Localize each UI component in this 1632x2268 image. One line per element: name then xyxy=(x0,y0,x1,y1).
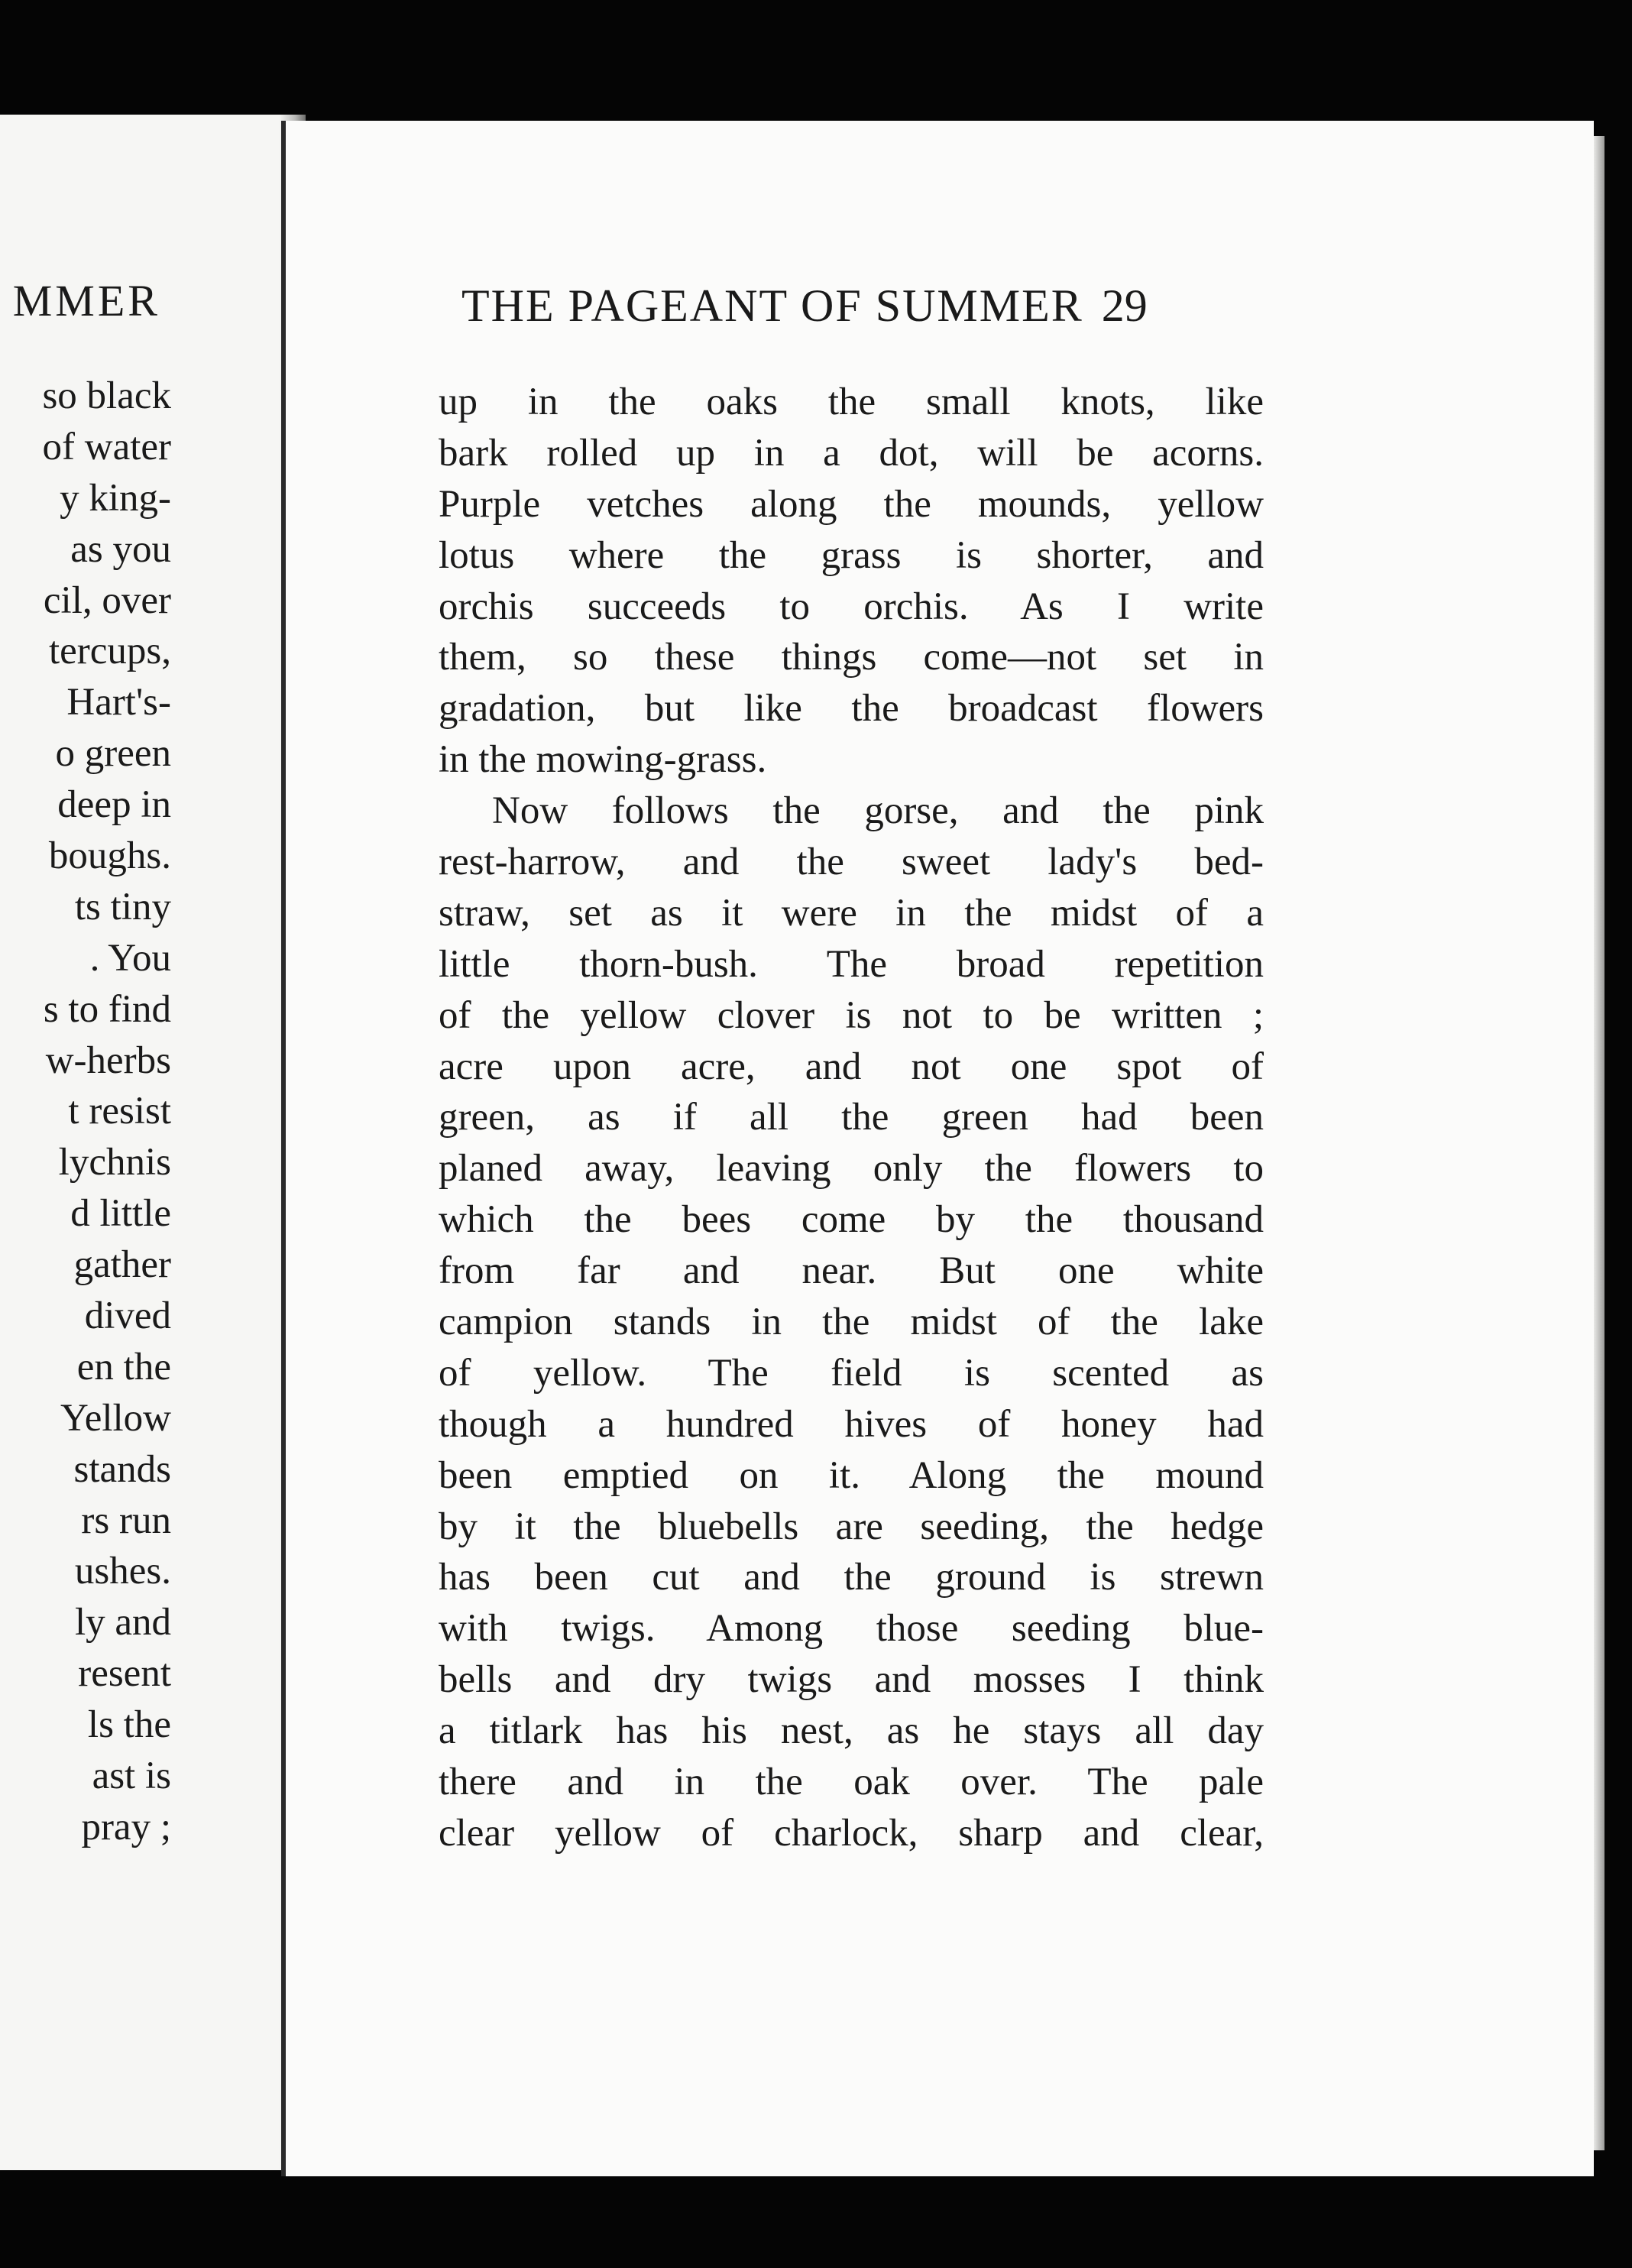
text-line: lychnis xyxy=(58,1141,171,1184)
text-line: from far and near. But one white xyxy=(439,1249,1264,1293)
text-line: with twigs. Among those seeding blue- xyxy=(439,1607,1264,1651)
text-line: Purple vetches along the mounds, yellow xyxy=(439,482,1264,526)
text-line: lotus where the grass is shorter, and xyxy=(439,533,1264,577)
text-line: dived xyxy=(84,1294,171,1338)
text-line: stands xyxy=(73,1447,171,1491)
text-line: bark rolled up in a dot, will be acorns. xyxy=(439,431,1264,475)
text-line: rest-harrow, and the sweet lady's bed- xyxy=(439,841,1264,884)
text-line: green, as if all the green had been xyxy=(439,1096,1264,1139)
text-line: in the mowing-grass. xyxy=(439,738,767,782)
text-line: planed away, leaving only the flowers to xyxy=(439,1147,1264,1191)
text-line: there and in the oak over. The pale xyxy=(439,1761,1264,1804)
text-line: ls the xyxy=(87,1703,171,1747)
text-line: ast is xyxy=(92,1754,171,1798)
text-line: Yellow xyxy=(60,1396,171,1440)
text-line: tercups, xyxy=(48,630,171,673)
text-line: though a hundred hives of honey had xyxy=(439,1402,1264,1446)
text-line: ly and xyxy=(74,1601,171,1644)
text-line: . You xyxy=(89,936,171,980)
left-running-head: MMER xyxy=(12,276,160,326)
text-line: en the xyxy=(76,1345,171,1388)
text-line: acre upon acre, and not one spot of xyxy=(439,1045,1264,1088)
text-line: has been cut and the ground is strewn xyxy=(439,1556,1264,1599)
body-text xyxy=(439,377,1264,1859)
text-line: so black xyxy=(42,374,171,417)
text-line: o green xyxy=(55,732,171,776)
text-line: little thorn-bush. The broad repetition xyxy=(439,942,1264,986)
text-line: cil, over xyxy=(43,578,171,622)
text-line: gather xyxy=(73,1243,171,1287)
text-line: Now follows the gorse, and the pink xyxy=(492,789,1264,833)
text-line: bells and dry twigs and mosses I think xyxy=(439,1658,1264,1702)
text-line: boughs. xyxy=(48,834,171,878)
text-line: gradation, but like the broadcast flowers xyxy=(439,687,1264,731)
text-line: up in the oaks the small knots, like xyxy=(439,381,1264,423)
text-line: w-herbs xyxy=(45,1038,171,1082)
text-line: as you xyxy=(70,527,171,571)
text-line: them, so these things come—not set in xyxy=(439,636,1264,679)
text-line: t resist xyxy=(68,1090,171,1133)
text-line: pray ; xyxy=(81,1805,171,1848)
text-line: ts tiny xyxy=(74,885,171,928)
text-line: Hart's- xyxy=(66,681,171,724)
left-page-text xyxy=(42,371,171,1853)
text-line: which the bees come by the thousand xyxy=(439,1198,1264,1242)
page-number: 29 xyxy=(1101,280,1148,331)
text-line: d little xyxy=(70,1192,171,1236)
text-line: straw, set as it were in the midst of a xyxy=(439,891,1264,935)
running-head: THE PAGEANT OF SUMMER xyxy=(461,280,1083,331)
text-line: rs run xyxy=(81,1498,171,1542)
text-line: of water xyxy=(42,425,171,468)
left-page xyxy=(0,115,306,2170)
text-line: campion stands in the midst of the lake xyxy=(439,1301,1264,1344)
page-edge xyxy=(1594,136,1604,2150)
text-line: ushes. xyxy=(74,1550,171,1593)
text-line: y king- xyxy=(60,476,171,520)
text-line: of the yellow clover is not to be written ; xyxy=(439,993,1264,1037)
text-line: a titlark has his nest, as he stays all day xyxy=(439,1709,1264,1753)
text-line: deep in xyxy=(57,783,171,827)
text-line: by it the bluebells are seeding, the hedge xyxy=(439,1505,1264,1548)
text-line: s to find xyxy=(43,987,171,1031)
right-page xyxy=(281,121,1594,2176)
text-line: orchis succeeds to orchis. As I write xyxy=(439,585,1264,628)
text-line: been emptied on it. Along the mound xyxy=(439,1453,1264,1497)
text-line: clear yellow of charlock, sharp and clear, xyxy=(439,1811,1264,1855)
page-header xyxy=(461,280,1546,332)
text-line: resent xyxy=(78,1652,171,1696)
text-line: of yellow. The field is scented as xyxy=(439,1351,1264,1395)
